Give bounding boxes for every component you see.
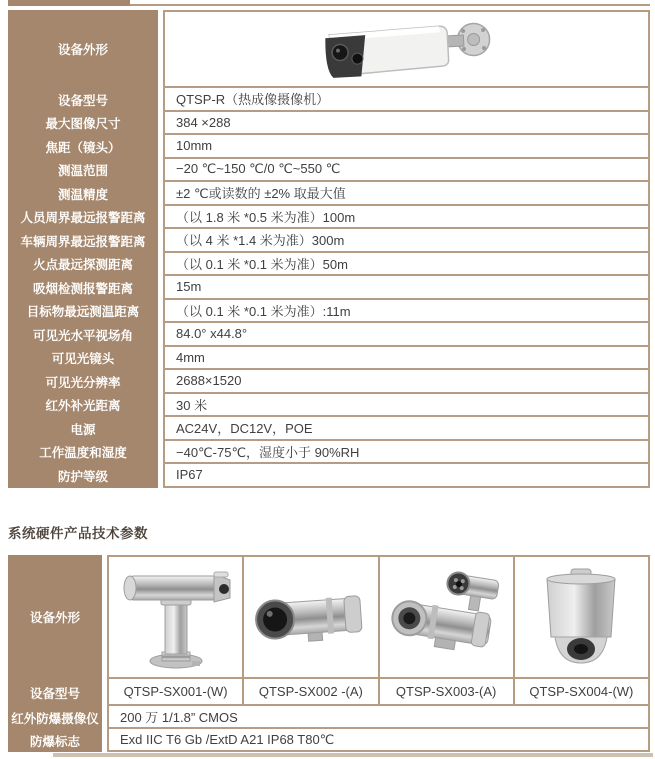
cutoff-row-sliver [53, 753, 653, 757]
spec-row-label: 目标物最远测温距离 [8, 300, 158, 324]
spec-row-label: 可见光分辨率 [8, 370, 158, 394]
spec-rows [8, 88, 650, 488]
spec-row-value: 200 万 1/1.8” CMOS [107, 706, 650, 729]
model-cell: QTSP-SX002 -(A) [242, 679, 377, 706]
spec-row-value: （以 0.1 米 *0.1 米为准）50m [163, 253, 650, 277]
spec-row-label: 焦距（镜头） [8, 135, 158, 159]
appearance-image-cell [378, 555, 513, 679]
appearance-row [8, 555, 650, 679]
spec-row [8, 441, 650, 465]
spec-row-label: 防护等级 [8, 464, 158, 488]
appearance-image-cell [513, 555, 650, 679]
appearance-label: 设备外形 [8, 10, 158, 88]
model-row [8, 679, 650, 706]
spec-row-label: 红外补光距离 [8, 394, 158, 418]
spec-row [8, 464, 650, 488]
appearance-image-cell [242, 555, 377, 679]
spec-row-label: 可见光水平视场角 [8, 323, 158, 347]
spec-row-label: 测温范围 [8, 159, 158, 183]
model-cell: QTSP-SX001-(W) [107, 679, 242, 706]
spec-row [8, 88, 650, 112]
thermal-bullet-camera-image [302, 16, 512, 82]
model-cell: QTSP-SX004-(W) [513, 679, 650, 706]
spec-row [8, 229, 650, 253]
spec-row-value: −20 ℃~150 ℃/0 ℃~550 ℃ [163, 159, 650, 183]
spec-row [8, 417, 650, 441]
spec-row-value: Exd IIC T6 Gb /ExtD A21 IP68 T80℃ [107, 729, 650, 752]
spec-row-value: 2688×1520 [163, 370, 650, 394]
spec-row-value: QTSP-R（热成像摄像机） [163, 88, 650, 112]
ptz-explosionproof-camera-image [118, 564, 234, 670]
spec-row [8, 253, 650, 277]
spec-row-value: 30 米 [163, 394, 650, 418]
spec-row-label: 最大图像尺寸 [8, 112, 158, 136]
spec-row [8, 182, 650, 206]
spec-row-label: 设备型号 [8, 88, 158, 112]
tube-explosionproof-camera-image [249, 579, 373, 655]
spec-row [8, 729, 650, 752]
spec-row-value: 384 ×288 [163, 112, 650, 136]
cutoff-row-border-sliver [130, 4, 650, 6]
spec-row-value: （以 4 米 *1.4 米为准）300m [163, 229, 650, 253]
spec-row-label: 工作温度和湿度 [8, 441, 158, 465]
spec-row [8, 112, 650, 136]
spec-row [8, 394, 650, 418]
spec-row-value: 4mm [163, 347, 650, 371]
spec-row-value: AC24V，DC12V，POE [163, 417, 650, 441]
spec-row [8, 159, 650, 183]
spec-row [8, 706, 650, 729]
appearance-label: 设备外形 [8, 555, 102, 679]
spec-row [8, 370, 650, 394]
spec-row-label: 吸烟检测报警距离 [8, 276, 158, 300]
spec-row-value: 84.0° x44.8° [163, 323, 650, 347]
spec-row-label: 电源 [8, 417, 158, 441]
spec-row-value: −40℃-75℃，湿度小于 90%RH [163, 441, 650, 465]
bullet-with-top-camera-image [387, 565, 505, 669]
dome-explosionproof-camera-image [529, 565, 633, 669]
section-title: 系统硬件产品技术参数 [8, 526, 148, 541]
spec-row [8, 323, 650, 347]
hardware-spec-table [8, 555, 650, 752]
cutoff-row-header-sliver [8, 0, 130, 6]
spec-row [8, 347, 650, 371]
spec-row-value: ±2 ℃或读数的 ±2% 取最大值 [163, 182, 650, 206]
spec-row-label: 红外防爆摄像仪 [8, 706, 102, 729]
appearance-image-cell [107, 555, 242, 679]
spec-row [8, 135, 650, 159]
spec-row-value: （以 1.8 米 *0.5 米为准）100m [163, 206, 650, 230]
spec-row [8, 276, 650, 300]
appearance-row [8, 10, 650, 88]
spec-row-value: IP67 [163, 464, 650, 488]
spec-row-label: 可见光镜头 [8, 347, 158, 371]
thermal-camera-spec-table [8, 10, 650, 488]
spec-row [8, 206, 650, 230]
spec-row-value: 15m [163, 276, 650, 300]
spec-row-label: 火点最远探测距离 [8, 253, 158, 277]
model-cell: QTSP-SX003-(A) [378, 679, 513, 706]
model-label: 设备型号 [8, 679, 102, 706]
spec-row-label: 防爆标志 [8, 729, 102, 752]
spec-row-label: 车辆周界最远报警距离 [8, 229, 158, 253]
spec-row-label: 人员周界最远报警距离 [8, 206, 158, 230]
spec-row-label: 测温精度 [8, 182, 158, 206]
appearance-image-cell [163, 10, 650, 88]
spec-row-value: 10mm [163, 135, 650, 159]
spec-row [8, 300, 650, 324]
spec-row-value: （以 0.1 米 *0.1 米为准）:11m [163, 300, 650, 324]
